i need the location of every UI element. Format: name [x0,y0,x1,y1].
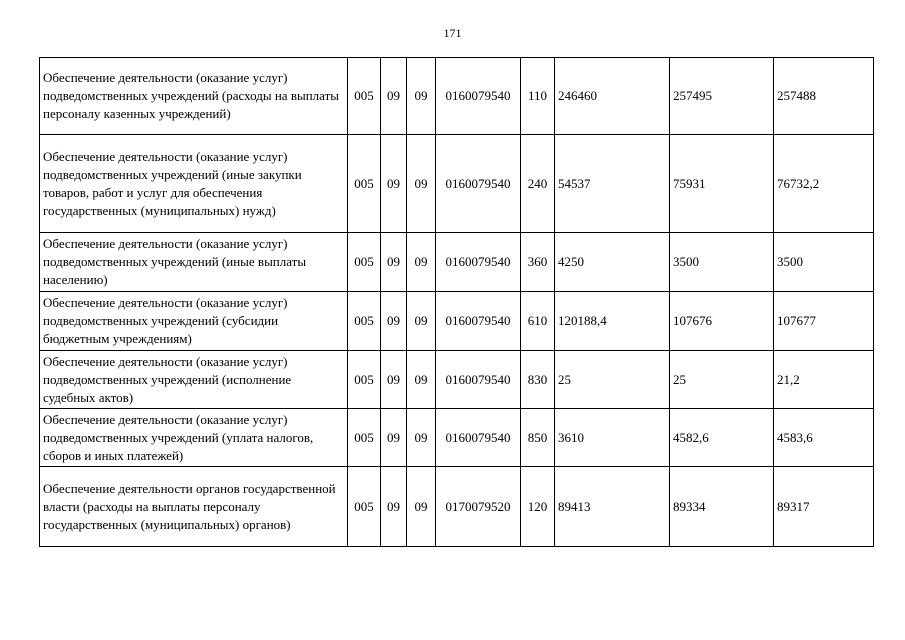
page-number: 171 [443,26,462,40]
subsection-code-cell: 09 [407,233,436,292]
section-code-cell: 09 [381,351,407,409]
table-row [40,135,874,233]
expense-type-cell: 240 [521,135,555,233]
expense-type-cell: 110 [521,58,555,135]
amount-1-cell: 54537 [555,135,670,233]
row-name-cell: Обеспечение деятельности органов государственной власти (расходы на выплаты персоналу государственных (муниципальных) органов) [40,467,348,547]
ministry-code-cell: 005 [348,292,381,351]
expense-type-cell: 850 [521,409,555,467]
subsection-code-cell: 09 [407,409,436,467]
section-code-cell: 09 [381,292,407,351]
amount-2-cell: 257495 [670,58,774,135]
ministry-code-cell: 005 [348,467,381,547]
ministry-code-cell: 005 [348,409,381,467]
ministry-code-cell: 005 [348,351,381,409]
table-row [40,233,874,292]
amount-1-cell: 25 [555,351,670,409]
target-code-cell: 0160079540 [436,135,521,233]
expense-type-cell: 360 [521,233,555,292]
expense-type-cell: 830 [521,351,555,409]
amount-3-cell: 257488 [774,58,874,135]
amount-3-cell: 21,2 [774,351,874,409]
amount-1-cell: 246460 [555,58,670,135]
amount-2-cell: 107676 [670,292,774,351]
ministry-code-cell: 005 [348,135,381,233]
table-row [40,467,874,547]
section-code-cell: 09 [381,58,407,135]
amount-2-cell: 75931 [670,135,774,233]
budget-table [39,57,874,547]
row-name-cell: Обеспечение деятельности (оказание услуг) подведомственных учреждений (исполнение судебных актов) [40,351,348,409]
target-code-cell: 0160079540 [436,292,521,351]
amount-3-cell: 107677 [774,292,874,351]
target-code-cell: 0160079540 [436,58,521,135]
ministry-code-cell: 005 [348,233,381,292]
subsection-code-cell: 09 [407,135,436,233]
subsection-code-cell: 09 [407,58,436,135]
subsection-code-cell: 09 [407,467,436,547]
expense-type-cell: 610 [521,292,555,351]
amount-3-cell: 76732,2 [774,135,874,233]
amount-1-cell: 4250 [555,233,670,292]
amount-3-cell: 4583,6 [774,409,874,467]
section-code-cell: 09 [381,135,407,233]
section-code-cell: 09 [381,233,407,292]
amount-2-cell: 3500 [670,233,774,292]
subsection-code-cell: 09 [407,292,436,351]
ministry-code-cell: 005 [348,58,381,135]
amount-1-cell: 120188,4 [555,292,670,351]
subsection-code-cell: 09 [407,351,436,409]
expense-type-cell: 120 [521,467,555,547]
amount-2-cell: 4582,6 [670,409,774,467]
table-row [40,409,874,467]
target-code-cell: 0160079540 [436,351,521,409]
amount-2-cell: 25 [670,351,774,409]
amount-2-cell: 89334 [670,467,774,547]
amount-1-cell: 3610 [555,409,670,467]
amount-3-cell: 89317 [774,467,874,547]
table-row [40,292,874,351]
target-code-cell: 0170079520 [436,467,521,547]
table-row [40,58,874,135]
target-code-cell: 0160079540 [436,409,521,467]
target-code-cell: 0160079540 [436,233,521,292]
section-code-cell: 09 [381,409,407,467]
row-name-cell: Обеспечение деятельности (оказание услуг) подведомственных учреждений (расходы на выплаты персоналу казенных учреждений) [40,58,348,135]
row-name-cell: Обеспечение деятельности (оказание услуг) подведомственных учреждений (иные выплаты населению) [40,233,348,292]
row-name-cell: Обеспечение деятельности (оказание услуг) подведомственных учреждений (субсидии бюджетным учреждениям) [40,292,348,351]
section-code-cell: 09 [381,467,407,547]
table-row [40,351,874,409]
row-name-cell: Обеспечение деятельности (оказание услуг) подведомственных учреждений (уплата налогов, сборов и иных платежей) [40,409,348,467]
amount-3-cell: 3500 [774,233,874,292]
row-name-cell: Обеспечение деятельности (оказание услуг) подведомственных учреждений (иные закупки товаров, работ и услуг для обеспечения государственных (муниципальных) нужд) [40,135,348,233]
amount-1-cell: 89413 [555,467,670,547]
